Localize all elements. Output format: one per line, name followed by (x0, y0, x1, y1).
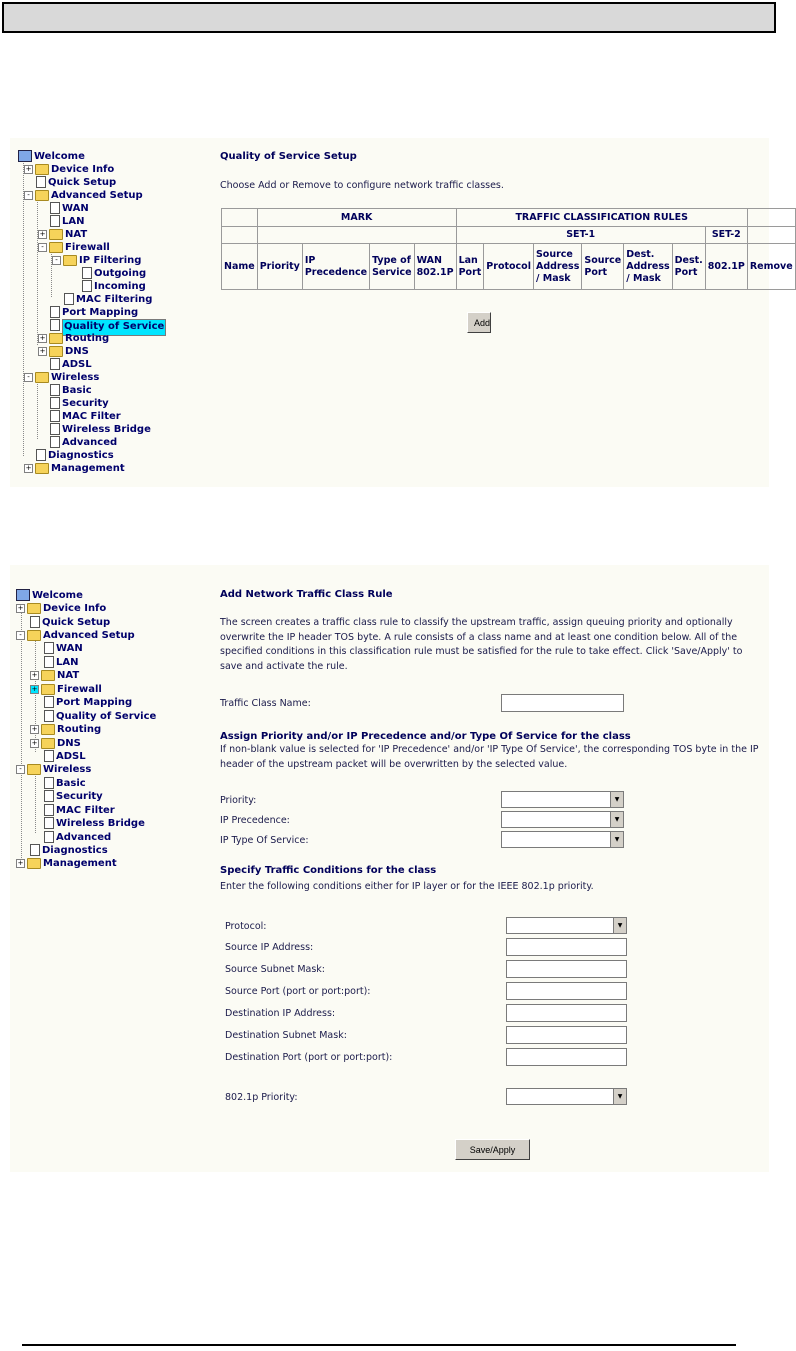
tree-item-label: Management (51, 463, 125, 474)
tree-item-label: Advanced (56, 832, 112, 843)
collapse-icon[interactable]: - (24, 373, 33, 382)
folder-icon (27, 764, 41, 775)
tree-item-label: Advanced Setup (43, 630, 135, 641)
tree-item-label: Outgoing (94, 268, 147, 279)
column-header: Dest. Port (672, 244, 705, 290)
tos-label: IP Type Of Service: (220, 835, 309, 846)
add-button[interactable]: Add (467, 312, 491, 333)
intro-paragraph: The screen creates a traffic class rule to classify the upstream traffic, assign queuing priority and optionally overwrite the IP header TOS byte. A rule consists of a class name and at least one condition below. All of the specified conditions in this classification rule must be satisfied for the rule to take effect. Click 'Save/Apply' to save and activate the rule. (220, 617, 743, 672)
collapse-icon[interactable]: - (24, 191, 33, 200)
assign-section-title: Assign Priority and/or IP Precedence and/or Type Of Service for the class (220, 731, 631, 742)
tree-item-mac-filter[interactable] (50, 410, 121, 423)
tree-item-label: Wireless Bridge (56, 818, 145, 829)
tree-item-dns[interactable] (30, 737, 81, 750)
intro-text: Choose Add or Remove to configure network traffic classes. (220, 180, 504, 191)
tree-item-label: Firewall (57, 684, 102, 695)
mark-header: MARK (257, 209, 456, 227)
folder-icon (35, 463, 49, 474)
tree-item-welcome[interactable] (16, 589, 83, 602)
column-header: Name (222, 244, 258, 290)
page-icon (64, 293, 74, 305)
tree-item-diagnostics[interactable] (36, 449, 114, 462)
tree-item-lan[interactable] (44, 656, 78, 669)
tree-item-advanced-setup[interactable] (24, 189, 143, 202)
tree-item-firewall[interactable] (38, 241, 110, 254)
expand-icon[interactable]: + (39, 333, 46, 342)
page-icon (44, 817, 54, 829)
tree-item-basic[interactable] (44, 777, 86, 790)
dot1p-priority-label: 802.1p Priority: (225, 1092, 298, 1103)
expand-icon[interactable]: + (31, 684, 38, 693)
set1-header: SET-1 (456, 227, 705, 244)
tree-item-management[interactable] (16, 857, 117, 870)
page-title: Quality of Service Setup (220, 151, 357, 162)
column-header: Source Address / Mask (533, 244, 581, 290)
save-apply-button[interactable]: Save/Apply (455, 1139, 530, 1160)
folder-icon (49, 229, 63, 240)
chevron-down-icon: ▼ (613, 918, 626, 933)
page-icon (44, 656, 54, 668)
tree-item-label: ADSL (56, 751, 86, 762)
folder-icon (49, 333, 63, 344)
tree-item-label: Port Mapping (62, 307, 139, 318)
tree-item-wireless[interactable] (24, 371, 99, 384)
tree-item-quick-setup[interactable] (30, 616, 110, 629)
tree-item-label: Welcome (32, 590, 83, 601)
source-port-input[interactable] (506, 982, 627, 1000)
tree-item-label: NAT (57, 670, 80, 681)
expand-icon[interactable]: + (17, 603, 24, 612)
tree-item-label: Management (43, 858, 117, 869)
page-icon (50, 436, 60, 448)
tree-item-wan[interactable] (44, 642, 83, 655)
tree-item-firewall[interactable] (30, 683, 102, 696)
source-mask-input[interactable] (506, 960, 627, 978)
tree-item-label: Incoming (94, 281, 146, 292)
tree-item-label: Basic (56, 778, 86, 789)
tree-item-port-mapping[interactable] (50, 306, 138, 319)
protocol-label: Protocol: (225, 921, 267, 932)
page-icon (44, 642, 54, 654)
tree-item-label: Wireless Bridge (62, 424, 151, 435)
tree-item-nat[interactable] (30, 669, 79, 682)
chevron-down-icon: ▼ (613, 1089, 626, 1104)
conditions-section-text: Enter the following conditions either for IP layer or for the IEEE 802.1p priority. (220, 881, 594, 892)
tree-item-label: Basic (62, 385, 92, 396)
tree-item-nat[interactable] (38, 228, 87, 241)
collapse-icon[interactable]: - (38, 243, 47, 252)
page-icon (50, 410, 60, 422)
tree-item-routing[interactable] (38, 332, 109, 345)
tree-item-label: LAN (56, 657, 79, 668)
expand-icon[interactable]: + (39, 229, 46, 238)
priority-select[interactable] (501, 791, 624, 808)
tree-item-label: Quick Setup (48, 177, 117, 188)
expand-icon[interactable]: + (31, 724, 38, 733)
destination-mask-input[interactable] (506, 1026, 627, 1044)
column-header: 802.1P (705, 244, 747, 290)
column-header: Priority (257, 244, 302, 290)
page-icon (44, 696, 54, 708)
tree-item-advanced[interactable] (50, 436, 117, 449)
priority-label: Priority: (220, 795, 257, 806)
page-icon (44, 710, 54, 722)
tree-item-adsl[interactable] (50, 358, 92, 371)
tree-item-wireless[interactable] (16, 763, 91, 776)
column-header: IP Precedence (302, 244, 369, 290)
tree-item-mac-filtering[interactable] (64, 293, 152, 306)
pc-icon (16, 589, 30, 601)
tree-item-label: Firewall (65, 242, 110, 253)
tree-item-label: Quick Setup (42, 617, 111, 628)
collapse-icon[interactable]: - (16, 631, 25, 640)
tree-item-label: Device Info (51, 164, 115, 175)
page-icon (44, 804, 54, 816)
tree-item-label: Welcome (34, 151, 85, 162)
folder-icon (27, 858, 41, 869)
expand-icon[interactable]: + (31, 670, 38, 679)
source-ip-label: Source IP Address: (225, 942, 314, 953)
source-mask-label: Source Subnet Mask: (225, 964, 326, 975)
page-icon (44, 750, 54, 762)
tree-item-basic[interactable] (50, 384, 92, 397)
conditions-section-title: Specify Traffic Conditions for the class (220, 865, 437, 876)
tree-item-advanced[interactable] (44, 831, 111, 844)
footer-rule (22, 1344, 736, 1346)
expand-icon[interactable]: + (25, 463, 32, 472)
expand-icon[interactable]: + (25, 164, 32, 173)
column-header: Remove (747, 244, 795, 290)
folder-icon (41, 738, 55, 749)
protocol-select[interactable] (506, 917, 627, 934)
folder-icon (41, 670, 55, 681)
qos-table (221, 208, 796, 290)
collapse-icon[interactable]: - (16, 765, 25, 774)
precedence-select[interactable] (501, 811, 624, 828)
tree-item-label: DNS (57, 738, 81, 749)
collapse-icon[interactable]: - (52, 256, 61, 265)
tree-item-label: Advanced Setup (51, 190, 143, 201)
tree-item-mac-filter[interactable] (44, 804, 115, 817)
source-ip-input[interactable] (506, 938, 627, 956)
page-icon (82, 267, 92, 279)
tree-item-management[interactable] (24, 462, 125, 475)
tree-item-incoming[interactable] (82, 280, 146, 293)
tree-item-dns[interactable] (38, 345, 89, 358)
tree-item-wireless-bridge[interactable] (50, 423, 151, 436)
folder-icon (35, 164, 49, 175)
destination-port-label: Destination Port (port or port:port): (225, 1052, 393, 1063)
page-icon (30, 616, 40, 628)
column-header: Dest. Address / Mask (624, 244, 672, 290)
tree-item-device-info[interactable] (24, 163, 114, 176)
column-header: WAN 802.1P (414, 244, 456, 290)
page-icon (50, 319, 60, 331)
folder-icon (63, 255, 77, 266)
tree-item-label: DNS (65, 346, 89, 357)
tree-item-port-mapping[interactable] (44, 696, 132, 709)
dot1p-priority-select[interactable] (506, 1088, 627, 1105)
destination-ip-input[interactable] (506, 1004, 627, 1022)
folder-icon (35, 190, 49, 201)
source-port-label: Source Port (port or port:port): (225, 986, 371, 997)
tree-item-label: WAN (62, 203, 89, 214)
tree-item-label: Routing (57, 724, 102, 735)
tree-item-wan[interactable] (50, 202, 89, 215)
chevron-down-icon: ▼ (610, 792, 623, 807)
expand-icon[interactable]: + (31, 738, 38, 747)
page-icon (50, 215, 60, 227)
page-icon (50, 384, 60, 396)
tree-item-label: WAN (56, 643, 83, 654)
tree-item-welcome[interactable] (18, 150, 85, 163)
tree-item-label: Security (56, 791, 103, 802)
page-icon (30, 844, 40, 856)
tree-item-diagnostics[interactable] (30, 844, 108, 857)
tree-item-label: Wireless (51, 372, 100, 383)
page-title: Add Network Traffic Class Rule (220, 589, 393, 600)
page-icon (50, 306, 60, 318)
chevron-down-icon: ▼ (610, 812, 623, 827)
tree-item-label: Device Info (43, 603, 107, 614)
tree-item-label: MAC Filter (62, 411, 121, 422)
expand-icon[interactable]: + (17, 858, 24, 867)
tree-item-label: Quality of Service (62, 319, 166, 336)
add-traffic-class-screenshot (10, 565, 769, 1172)
tree-item-label: Diagnostics (48, 450, 114, 461)
tree-item-label: LAN (62, 216, 85, 227)
folder-icon (41, 724, 55, 735)
page-icon (50, 423, 60, 435)
tree-item-routing[interactable] (30, 723, 101, 736)
expand-icon[interactable]: + (39, 346, 46, 355)
tree-item-security[interactable] (44, 790, 103, 803)
tree-item-label: Security (62, 398, 109, 409)
tree-item-label: Wireless (43, 764, 92, 775)
tree-item-lan[interactable] (50, 215, 84, 228)
rules-header: TRAFFIC CLASSIFICATION RULES (456, 209, 747, 227)
destination-ip-label: Destination IP Address: (225, 1008, 336, 1019)
tree-item-label: Routing (65, 333, 110, 344)
folder-icon (41, 684, 55, 695)
page-icon (44, 831, 54, 843)
column-header: Type of Service (370, 244, 414, 290)
pc-icon (18, 150, 32, 162)
tree-item-label: Quality of Service (56, 711, 157, 722)
folder-icon (49, 346, 63, 357)
tree-item-advanced-setup[interactable] (16, 629, 135, 642)
tree-item-security[interactable] (50, 397, 109, 410)
tree-item-label: ADSL (62, 359, 92, 370)
page-icon (50, 358, 60, 370)
qos-setup-screenshot (10, 138, 793, 487)
class-name-input[interactable] (501, 694, 624, 712)
page-icon (50, 397, 60, 409)
chevron-down-icon: ▼ (610, 832, 623, 847)
tree-item-label: NAT (65, 229, 88, 240)
tree-item-quality-of-service[interactable] (44, 710, 156, 723)
set2-header: SET-2 (705, 227, 747, 244)
destination-mask-label: Destination Subnet Mask: (225, 1030, 347, 1041)
page-icon (36, 176, 46, 188)
tree-item-wireless-bridge[interactable] (44, 817, 145, 830)
document-header-bar (2, 2, 776, 33)
tree-item-ip-filtering[interactable] (52, 254, 141, 267)
tree-item-quality-of-service[interactable] (50, 319, 165, 332)
page-icon (50, 202, 60, 214)
folder-icon (35, 372, 49, 383)
tree-item-device-info[interactable] (16, 602, 106, 615)
column-header: Source Port (582, 244, 624, 290)
page-icon (82, 280, 92, 292)
destination-port-input[interactable] (506, 1048, 627, 1066)
folder-icon (49, 242, 63, 253)
precedence-label: IP Precedence: (220, 815, 290, 826)
folder-icon (27, 603, 41, 614)
page-icon (44, 777, 54, 789)
class-name-label: Traffic Class Name: (220, 698, 311, 709)
folder-icon (27, 630, 41, 641)
page-icon (44, 790, 54, 802)
tree-item-label: Diagnostics (42, 845, 108, 856)
tree-item-label: MAC Filter (56, 805, 115, 816)
tree-item-outgoing[interactable] (82, 267, 146, 280)
tree-item-quick-setup[interactable] (36, 176, 116, 189)
tree-item-label: Port Mapping (56, 697, 133, 708)
tos-select[interactable] (501, 831, 624, 848)
tree-item-label: Advanced (62, 437, 118, 448)
tree-item-label: IP Filtering (79, 255, 142, 266)
tree-item-adsl[interactable] (44, 750, 86, 763)
column-header: Protocol (484, 244, 534, 290)
column-header: Lan Port (456, 244, 484, 290)
page-icon (36, 449, 46, 461)
tree-item-label: MAC Filtering (76, 294, 153, 305)
assign-section-text: If non-blank value is selected for 'IP Precedence' and/or 'IP Type Of Service', the corresponding TOS byte in the IP header of the upstream packet will be overwritten by the selected value. (220, 744, 759, 770)
